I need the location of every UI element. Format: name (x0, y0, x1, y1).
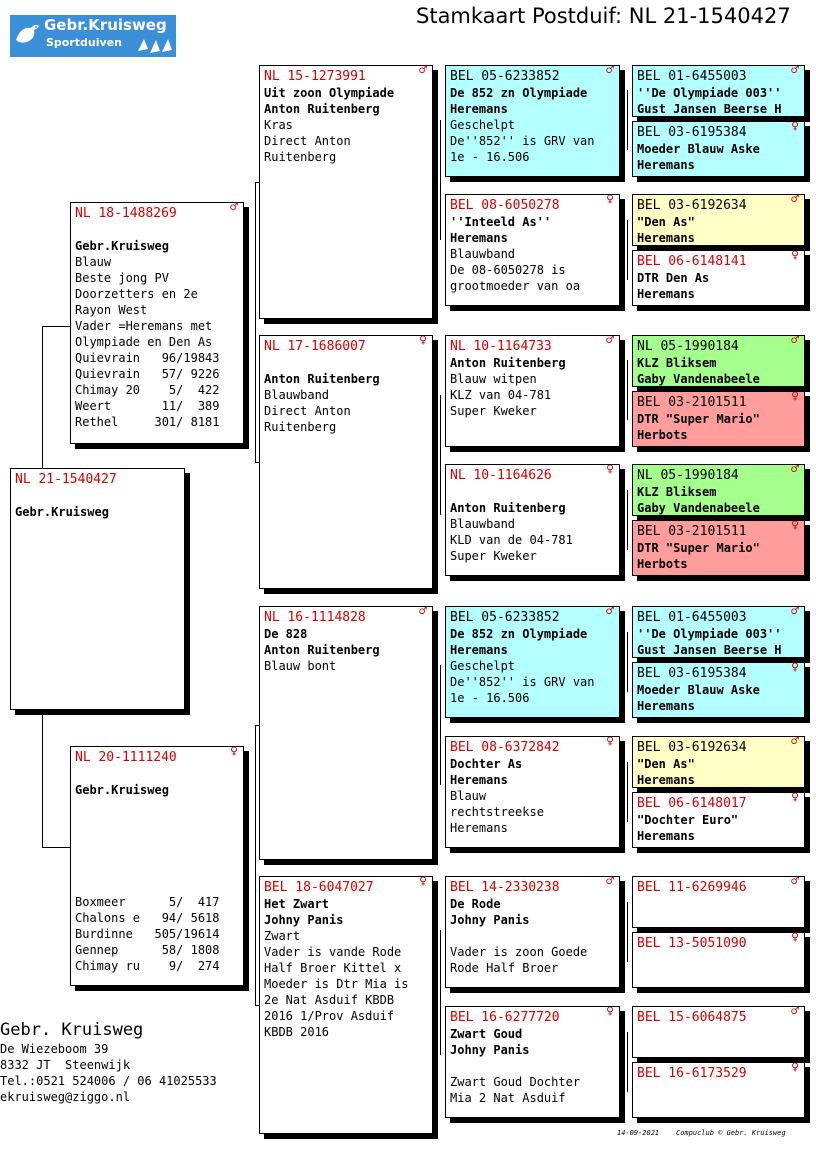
card-line: Anton Ruitenberg (264, 372, 380, 386)
connector-line (627, 762, 628, 822)
ring-number: BEL 03-6195384 ♀ (637, 662, 799, 681)
connector-line (42, 847, 70, 848)
ring-number: BEL 16-6277720 ♀ (450, 1006, 614, 1025)
pigeon-card-g9[interactable] (632, 606, 805, 658)
pigeon-card-g1[interactable] (632, 65, 805, 117)
page-title: Stamkaart Postduif: NL 21-1540427 (416, 4, 791, 28)
card-line: "Den As" (637, 757, 695, 771)
card-line: Herbots (637, 428, 688, 442)
logo-subtitle: Sportduiven (46, 36, 122, 49)
male-icon: ♂ (791, 464, 799, 477)
card-line: Boxmeer 5/ 417 (75, 895, 220, 909)
card-line: Moeder is Dtr Mia is (264, 977, 409, 991)
card-line: De 828 (264, 627, 308, 641)
card-line (75, 830, 240, 846)
ring-number: BEL 06-6148017 ♀ (637, 792, 799, 811)
card-line: 1e - 16.506 (450, 150, 530, 164)
card-line: ''De Olympiade 003'' (637, 86, 782, 100)
card-line: Weert 11/ 389 (75, 399, 220, 413)
male-icon: ♂ (606, 335, 614, 348)
card-line: De 08-6050278 is (450, 263, 566, 277)
ring-number: BEL 03-2101511 ♀ (637, 520, 799, 539)
female-icon: ♀ (791, 391, 799, 404)
card-line: Chalons e 94/ 5618 (75, 911, 220, 925)
card-line: Rethel 301/ 8181 (75, 415, 220, 429)
card-line: Gaby Vandenabeele (637, 372, 760, 386)
ring-number: NL 18-1488269 ♂ (75, 202, 238, 221)
connector-line (440, 665, 441, 785)
male-icon: ♂ (606, 65, 614, 78)
ring-number: BEL 11-6269946 ♂ (637, 876, 799, 895)
card-line: Blauwband (264, 388, 330, 402)
card-line: Rayon West (75, 303, 148, 317)
card-line: Gennep 58/ 1808 (75, 943, 220, 957)
card-line: Gebr.Kruisweg (75, 239, 169, 253)
ring-number: BEL 05-6233852 ♂ (450, 65, 614, 84)
female-icon: ♀ (791, 792, 799, 805)
male-icon: ♂ (791, 65, 799, 78)
pigeon-card-mf[interactable] (259, 606, 433, 860)
ring-number: NL 05-1990184 ♂ (637, 464, 799, 483)
card-line: Johny Panis (450, 913, 530, 927)
card-line: Het Zwart (264, 897, 330, 911)
card-line: Quievrain 57/ 9226 (75, 367, 220, 381)
pigeon-card-g14[interactable] (632, 932, 805, 988)
pigeon-card-fff[interactable] (445, 65, 620, 177)
pigeon-card-mfm[interactable] (445, 736, 620, 848)
card-line: Rode Half Broer (450, 961, 559, 975)
card-line: rechtstreekse (450, 805, 544, 819)
card-line: 2016 1/Prov Asduif (264, 1009, 395, 1023)
flying-birds-icon (136, 35, 176, 55)
card-line (450, 1058, 616, 1074)
card-line: Ruitenberg (264, 150, 337, 164)
male-icon: ♂ (606, 876, 614, 889)
card-line: Heremans (637, 231, 695, 245)
ring-number: NL 20-1111240 ♀ (75, 746, 238, 765)
male-icon: ♂ (606, 606, 614, 619)
card-line: Johny Panis (450, 1043, 530, 1057)
owner-block (0, 1020, 217, 1105)
connector-line (255, 725, 256, 1005)
male-icon: ♂ (419, 65, 427, 78)
footer-credit: 14-09-2021 Compuclub © Gebr. Kruisweg (617, 1129, 786, 1137)
card-line: 2e Nat Asduif KBDB (264, 993, 395, 1007)
connector-line (440, 120, 441, 240)
card-line: Gust Jansen Beerse H (637, 643, 782, 657)
pigeon-card-fm[interactable] (259, 335, 433, 589)
connector-line (627, 220, 628, 280)
card-line: Anton Ruitenberg (264, 643, 380, 657)
card-line: De Rode (450, 897, 501, 911)
ring-number: NL 15-1273991 ♂ (264, 65, 427, 84)
card-line: Olympiade en Den As (75, 335, 213, 349)
card-line: Zwart (264, 929, 301, 943)
card-line: Beste jong PV (75, 271, 169, 285)
card-line: Vader =Heremans met (75, 319, 213, 333)
owner-address-line2: 8332 JT Steenwijk (0, 1058, 131, 1072)
card-line: Gebr.Kruisweg (75, 783, 169, 797)
ring-number: BEL 08-6050278 ♀ (450, 194, 614, 213)
connector-line (627, 90, 628, 150)
card-line: Heremans (450, 821, 508, 835)
pigeon-card-g11[interactable] (632, 736, 805, 788)
card-line: Super Kweker (450, 404, 537, 418)
card-line: Burdinne 505/19614 (75, 927, 220, 941)
pigeon-card-g8[interactable] (632, 520, 805, 576)
female-icon: ♀ (606, 736, 614, 749)
pigeon-card-fmf[interactable] (445, 335, 620, 447)
connector-line (42, 710, 43, 847)
card-line: Blauw bont (264, 659, 337, 673)
card-line: grootmoeder van oa (450, 279, 581, 293)
ring-number: BEL 03-6195384 ♀ (637, 121, 799, 140)
card-line: ''De Olympiade 003'' (637, 627, 782, 641)
card-line: Vader is vande Rode (264, 945, 402, 959)
connector-line (627, 490, 628, 550)
card-line: Zwart Goud (450, 1027, 523, 1041)
card-line: Gaby Vandenabeele (637, 501, 760, 515)
card-line: Quievrain 96/19843 (75, 351, 220, 365)
card-line: Blauwband (450, 247, 516, 261)
ring-number: BEL 14-2330238 ♂ (450, 876, 614, 895)
male-icon: ♂ (791, 335, 799, 348)
female-icon: ♀ (419, 876, 427, 889)
card-line: Mia 2 Nat Asduif (450, 1091, 566, 1105)
card-line: Gebr.Kruisweg (15, 505, 109, 519)
card-line (75, 798, 240, 814)
card-line: De''852'' is GRV van (450, 675, 595, 689)
card-line: Zwart Goud Dochter (450, 1075, 581, 1089)
card-line: Half Broer Kittel x (264, 961, 402, 975)
connector-line (627, 632, 628, 692)
male-icon: ♂ (791, 1006, 799, 1019)
connector-line (627, 1032, 628, 1092)
pigeon-card-g13[interactable] (632, 876, 805, 928)
card-line: De''852'' is GRV van (450, 134, 595, 148)
pigeon-icon (13, 20, 43, 50)
ring-number: NL 17-1686007 ♀ (264, 335, 427, 354)
pigeon-card-ff[interactable] (259, 65, 433, 319)
female-icon: ♀ (791, 121, 799, 134)
female-icon: ♀ (230, 746, 238, 759)
pigeon-card-g7[interactable] (632, 464, 805, 516)
card-line: Vader is zoon Goede (450, 945, 588, 959)
card-line (75, 814, 240, 830)
ring-number: BEL 03-6192634 ♂ (637, 194, 799, 213)
female-icon: ♀ (791, 662, 799, 675)
card-line: De 852 zn Olympiade (450, 627, 588, 641)
pigeon-card-g6[interactable] (632, 391, 805, 447)
card-line: Heremans (450, 773, 508, 787)
ring-number: BEL 03-2101511 ♀ (637, 391, 799, 410)
card-line: Heremans (637, 287, 695, 301)
ring-number: BEL 01-6455003 ♂ (637, 65, 799, 84)
card-line (450, 928, 616, 944)
card-line: Heremans (450, 102, 508, 116)
pigeon-card-mother[interactable] (70, 746, 244, 986)
card-line: Geschelpt (450, 659, 516, 673)
card-line: Ruitenberg (264, 420, 337, 434)
card-line: Blauw (75, 255, 112, 269)
female-icon: ♀ (791, 250, 799, 263)
card-line (450, 484, 616, 500)
card-line: Uit zoon Olympiade (264, 86, 395, 100)
card-line: Blauwband (450, 517, 516, 531)
ring-number: BEL 01-6455003 ♂ (637, 606, 799, 625)
card-line: Doorzetters en 2e (75, 287, 198, 301)
owner-name: Gebr. Kruisweg (0, 1020, 144, 1040)
ring-number: BEL 15-6064875 ♂ (637, 1006, 799, 1025)
card-line: Dochter As (450, 757, 523, 771)
card-line: Johny Panis (264, 913, 344, 927)
card-line: Kras (264, 118, 293, 132)
card-line (264, 355, 429, 371)
club-logo (10, 15, 176, 57)
male-icon: ♂ (791, 876, 799, 889)
ring-number: BEL 18-6047027 ♀ (264, 876, 427, 895)
card-line: 1e - 16.506 (450, 691, 530, 705)
card-line: Chimay 20 5/ 422 (75, 383, 220, 397)
card-line: KLZ Bliksem (637, 485, 717, 499)
card-line (75, 862, 240, 878)
pigeon-card-g16[interactable] (632, 1062, 805, 1118)
card-line: Heremans (637, 158, 695, 172)
card-line: Gust Jansen Beerse H (637, 102, 782, 116)
pigeon-card-g3[interactable] (632, 194, 805, 246)
card-line: Anton Ruitenberg (450, 356, 566, 370)
ring-number: BEL 06-6148141 ♀ (637, 250, 799, 269)
card-line: Anton Ruitenberg (264, 102, 380, 116)
pigeon-card-g5[interactable] (632, 335, 805, 387)
ring-number: BEL 03-6192634 ♂ (637, 736, 799, 755)
pigeon-card-g12[interactable] (632, 792, 805, 848)
card-line: ''Inteeld As'' (450, 215, 552, 229)
card-line: De 852 zn Olympiade (450, 86, 588, 100)
card-line: Direct Anton (264, 404, 351, 418)
card-line (75, 846, 240, 862)
ring-number: BEL 08-6372842 ♀ (450, 736, 614, 755)
card-line (75, 878, 240, 894)
logo-name: Gebr.Kruisweg (44, 16, 167, 34)
pigeon-card-mmm[interactable] (445, 1006, 620, 1118)
card-line: Geschelpt (450, 118, 516, 132)
card-line: Heremans (450, 643, 508, 657)
female-icon: ♀ (606, 194, 614, 207)
card-line: Moeder Blauw Aske (637, 683, 760, 697)
card-line: Blauw (450, 789, 487, 803)
connector-line (440, 395, 441, 515)
card-line: Heremans (637, 829, 695, 843)
card-line: Heremans (637, 773, 695, 787)
owner-email: ekruisweg@ziggo.nl (0, 1090, 131, 1104)
female-icon: ♀ (419, 335, 427, 348)
female-icon: ♀ (606, 1006, 614, 1019)
card-line: Super Kweker (450, 549, 537, 563)
female-icon: ♀ (606, 464, 614, 477)
male-icon: ♂ (230, 202, 238, 215)
card-line: DTR "Super Mario" (637, 541, 760, 555)
ring-number: NL 16-1114828 ♂ (264, 606, 427, 625)
owner-phone: Tel.:0521 524006 / 06 41025533 (0, 1074, 217, 1088)
card-line: DTR "Super Mario" (637, 412, 760, 426)
card-line: Direct Anton (264, 134, 351, 148)
pigeon-card-mmf[interactable] (445, 876, 620, 988)
pigeon-card-mm[interactable] (259, 876, 433, 1134)
card-line: Blauw witpen (450, 372, 537, 386)
male-icon: ♂ (419, 606, 427, 619)
card-line (15, 488, 181, 504)
female-icon: ♀ (791, 1062, 799, 1075)
pigeon-card-g10[interactable] (632, 662, 805, 718)
pigeon-card-father[interactable] (70, 202, 244, 444)
pigeon-card-g4[interactable] (632, 250, 805, 306)
connector-line (627, 902, 628, 962)
male-icon: ♂ (791, 736, 799, 749)
card-line: "Den As" (637, 215, 695, 229)
card-line: KLD van de 04-781 (450, 533, 573, 547)
pigeon-card-g2[interactable] (632, 121, 805, 177)
card-line (75, 222, 240, 238)
card-line: "Dochter Euro" (637, 813, 739, 827)
ring-number: NL 10-1164626 ♀ (450, 464, 614, 483)
male-icon: ♂ (791, 194, 799, 207)
pigeon-card-ffm[interactable] (445, 194, 620, 306)
female-icon: ♀ (791, 520, 799, 533)
card-line: Herbots (637, 557, 688, 571)
ring-number: BEL 13-5051090 ♀ (637, 932, 799, 951)
connector-line (440, 930, 441, 1055)
card-line: KLZ van 04-781 (450, 388, 552, 402)
pigeon-card-fmm[interactable] (445, 464, 620, 576)
pigeon-card-subject[interactable] (10, 468, 185, 710)
card-line: Heremans (450, 231, 508, 245)
card-line: KLZ Bliksem (637, 356, 717, 370)
card-line: Moeder Blauw Aske (637, 142, 760, 156)
card-line: Anton Ruitenberg (450, 501, 566, 515)
card-line: Heremans (637, 699, 695, 713)
ring-number: BEL 05-6233852 ♂ (450, 606, 614, 625)
card-line: DTR Den As (637, 271, 710, 285)
ring-number: NL 10-1164733 ♂ (450, 335, 614, 354)
card-line: Chimay ru 9/ 274 (75, 959, 220, 973)
ring-number: BEL 16-6173529 ♀ (637, 1062, 799, 1081)
ring-number: NL 21-1540427 (15, 472, 117, 487)
connector-line (42, 326, 70, 327)
connector-line (627, 360, 628, 420)
card-line: KBDB 2016 (264, 1025, 330, 1039)
female-icon: ♀ (791, 932, 799, 945)
pigeon-card-g15[interactable] (632, 1006, 805, 1058)
card-line (75, 766, 240, 782)
connector-line (42, 326, 43, 468)
ring-number: NL 05-1990184 ♂ (637, 335, 799, 354)
pigeon-card-mff[interactable] (445, 606, 620, 718)
connector-line (255, 182, 256, 462)
owner-address-line1: De Wiezeboom 39 (0, 1042, 109, 1056)
male-icon: ♂ (791, 606, 799, 619)
